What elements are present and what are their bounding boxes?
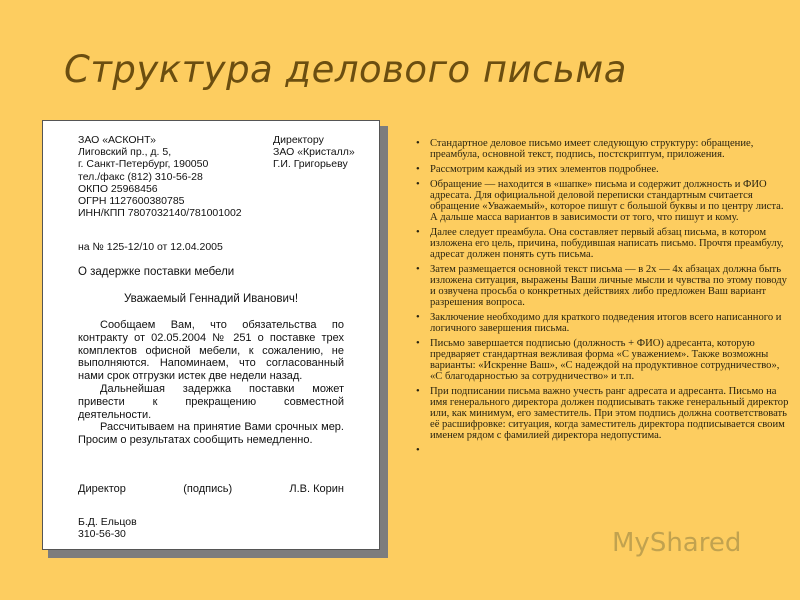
bullet-item: • Письмо завершается подписью (должность + ФИО) адресанта, которую предваряет стандартная вежливая форма «С уважением». Также возможны варианты: «Искренне Ваш», «С надеждой на продуктивное сотрудничество», «С благодарностью за сотрудничество» и т.п. (430, 338, 792, 382)
letter-paragraph: Дальнейшая задержка поставки может привести к прекращению совместной деятельности. (78, 382, 344, 421)
sender-line: ИНН/КПП 7807032140/781001002 (78, 207, 242, 220)
sender-block (78, 134, 242, 219)
letter-reference: на № 125-12/10 от 12.04.2005 (78, 241, 223, 253)
bullet-list (416, 138, 792, 460)
signature-placeholder: (подпись) (183, 483, 233, 495)
letter-paragraph: Рассчитываем на принятие Вами срочных мер. Просим о результатах сообщить немедленно. (78, 421, 344, 447)
signature-row (78, 483, 344, 495)
bullet-item (430, 445, 792, 456)
recipient-line: Г.И. Григорьеву (273, 158, 348, 171)
letter-example (42, 120, 380, 550)
executor-phone: 310-56-30 (78, 528, 126, 541)
bullet-item: • При подписании письма важно учесть ранг адресата и адресанта. Письмо на имя генерального директора должен подписывать также генеральный директор или, как минимум, его заместитель. При этом подпись должна соответствовать её расшифровке: ситуация, когда заместитель директора подписывается своим именем рядом с фамилией директора недопустима. (430, 386, 792, 441)
signature-position: Директор (78, 483, 126, 495)
bullet-item: • Далее следует преамбула. Она составляет первый абзац письма, в котором изложена его цель, причина, побудившая написать письмо. Прочтя преамбулу, адресат должен понять суть письма. (430, 227, 792, 260)
watermark-logo: MyShared (612, 528, 742, 558)
sender-line: ОГРН 1127600380785 (78, 195, 185, 208)
letter-subject: О задержке поставки мебели (78, 266, 235, 278)
sender-line: г. Санкт-Петербург, 190050 (78, 158, 209, 171)
letter-body (78, 319, 344, 447)
signature-name: Л.В. Корин (289, 483, 344, 495)
sender-line: ОКПО 25968456 (78, 182, 158, 195)
recipient-line: ЗАО «Кристалл» (273, 146, 355, 159)
letter-paragraph: Сообщаем Вам, что обязательства по контракту от 02.05.2004 № 251 о поставке трех комплектов офисной мебели, к сожалению, не выполняются. Напоминаем, что согласованный нами срок отгрузки истек две недели назад. (78, 319, 344, 383)
recipient-block (273, 134, 355, 171)
bullet-item: • Заключение необходимо для краткого подведения итогов всего написанного и логичного завершения письма. (430, 312, 792, 334)
slide-title: Структура делового письма (64, 48, 627, 91)
sender-line: ЗАО «АСКОНТ» (78, 134, 156, 146)
bullet-item: • Рассмотрим каждый из этих элементов подробнее. (430, 164, 792, 175)
executor-name: Б.Д. Ельцов (78, 516, 137, 528)
bullet-item: • Стандартное деловое письмо имеет следующую структуру: обращение, преамбула, основной текст, подпись, постскриптум, приложения. (430, 138, 792, 160)
bullet-item: • Обращение — находится в «шапке» письма и содержит должность и ФИО адресата. Для официальной деловой переписки стандартным считается обращение «Уважаемый», которое пишут с большой буквы и по центру листа. А дальше масса вариантов в зависимости от того, что пишут и кому. (430, 179, 792, 223)
letter-greeting: Уважаемый Геннадий Иванович! (123, 293, 299, 305)
recipient-line: Директору (273, 134, 324, 146)
executor-block (78, 516, 137, 540)
sender-line: Лиговский пр., д. 5, (78, 146, 172, 159)
sender-line: тел./факс (812) 310-56-28 (78, 170, 203, 183)
bullet-item: • Затем размещается основной текст письма — в 2х — 4х абзацах должна быть изложена ситуация, выражены Ваши личные мысли и чувства по этому поводу и озвучена просьба о конкретных действиях либо предложен Ваш вариант разрешения вопроса. (430, 264, 792, 308)
